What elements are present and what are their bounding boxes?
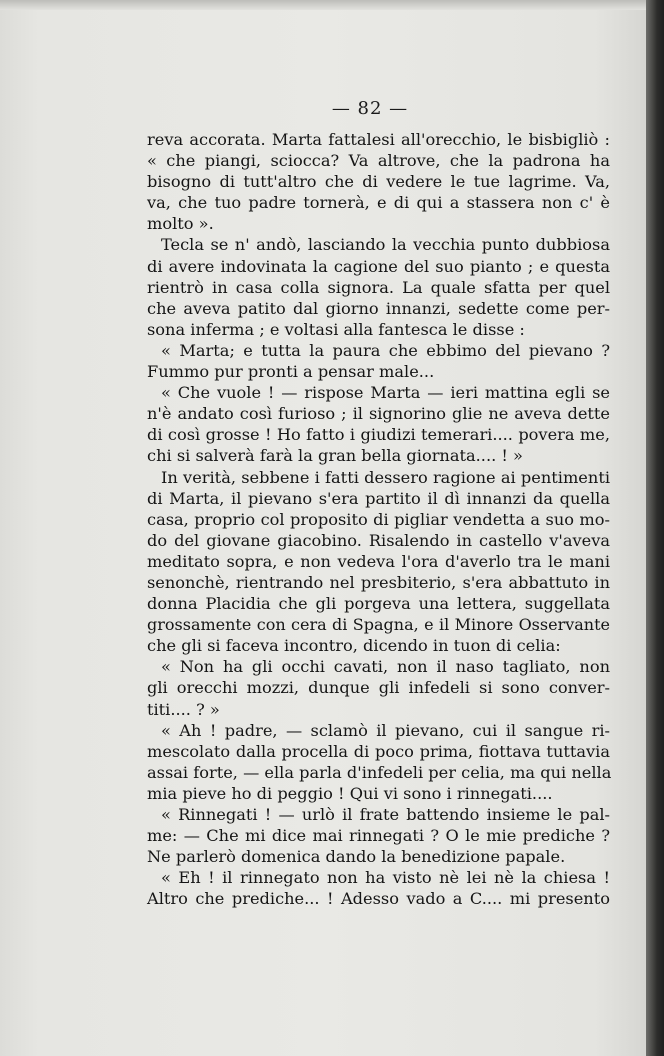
page-top-edge xyxy=(0,0,646,10)
text-line: di Marta, il pievano s'era partito il dì innanzi da quella xyxy=(147,488,610,508)
text-line: donna Placidia che gli porgeva una lettera, suggellata xyxy=(147,594,610,614)
text-line: mia pieve ho di peggio ! Qui vi sono i rinnegati.... xyxy=(147,783,553,803)
text-line: grossamente con cera di Spagna, e il Minore Osservante xyxy=(147,615,610,635)
text-line: n'è andato così furioso ; il signorino glie ne aveva dette xyxy=(147,404,610,424)
text-line: meditato sopra, e non vedeva l'ora d'averlo tra le mani xyxy=(147,551,610,571)
text-line: In verità, sebbene i fatti dessero ragione ai pentimenti xyxy=(161,467,610,487)
text-line: chi si salverà farà la gran bella giornata.... ! » xyxy=(147,446,523,466)
text-line: « che piangi, sciocca? Va altrove, che la padrona ha xyxy=(147,151,610,171)
text-line: « Ah ! padre, — sclamò il pievano, cui il sangue ri- xyxy=(161,720,610,740)
text-line: che gli si faceva incontro, dicendo in tuon di celia: xyxy=(147,636,561,656)
text-line: va, che tuo padre tornerà, e di qui a stassera non c' è xyxy=(147,193,610,213)
text-line: sona inferma ; e voltasi alla fantesca le disse : xyxy=(147,319,525,339)
text-line: « Che vuole ! — rispose Marta — ieri mattina egli se xyxy=(161,383,610,403)
text-line: rientrò in casa colla signora. La quale sfatta per quel xyxy=(147,277,610,297)
text-line: casa, proprio col proposito di pigliar vendetta a suo mo- xyxy=(147,509,610,529)
text-line: « Eh ! il rinnegato non ha visto nè lei nè la chiesa ! xyxy=(161,868,610,888)
body-text xyxy=(147,129,610,909)
text-line: reva accorata. Marta fattalesi all'orecchio, le bisbigliò : xyxy=(147,130,610,149)
text-line: do del giovane giacobino. Risalendo in castello v'aveva xyxy=(147,530,610,550)
page-number: — 82 — xyxy=(331,98,409,119)
text-line: me: — Che mi dice mai rinnegati ? O le mie prediche ? xyxy=(147,826,610,846)
text-line: bisogno di tutt'altro che di vedere le tue lagrime. Va, xyxy=(147,172,610,192)
text-line: Fummo pur pronti a pensar male... xyxy=(147,362,435,382)
text-line: « Rinnegati ! — urlò il frate battendo insieme le pal- xyxy=(161,805,610,824)
text-line: di avere indovinata la cagione del suo pianto ; e questa xyxy=(147,256,610,276)
text-line: Ne parlerò domenica dando la benedizione papale. xyxy=(147,847,566,867)
text-line: gli orecchi mozzi, dunque gli infedeli si sono conver- xyxy=(147,678,610,698)
text-line: « Marta; e tutta la paura che ebbimo del pievano ? xyxy=(161,340,610,360)
text-line: molto ». xyxy=(147,214,214,234)
text-line: Altro che prediche... ! Adesso vado a C.... mi presento xyxy=(147,889,610,909)
text-line: titi.... ? » xyxy=(147,699,220,719)
book-spine-shadow xyxy=(646,0,664,1056)
text-line: senonchè, rientrando nel presbiterio, s'era abbattuto in xyxy=(147,572,610,592)
text-line: mescolato dalla procella di poco prima, fiottava tuttavia xyxy=(147,741,610,761)
text-line: « Non ha gli occhi cavati, non il naso tagliato, non xyxy=(161,657,610,677)
text-line: Tecla se n' andò, lasciando la vecchia punto dubbiosa xyxy=(161,235,610,255)
text-line: che aveva patito dal giorno innanzi, sedette come per- xyxy=(147,298,610,318)
text-line: di così grosse ! Ho fatto i giudizi temerari.... povera me, xyxy=(147,425,610,445)
text-line: assai forte, — ella parla d'infedeli per celia, ma qui nella xyxy=(147,762,612,782)
